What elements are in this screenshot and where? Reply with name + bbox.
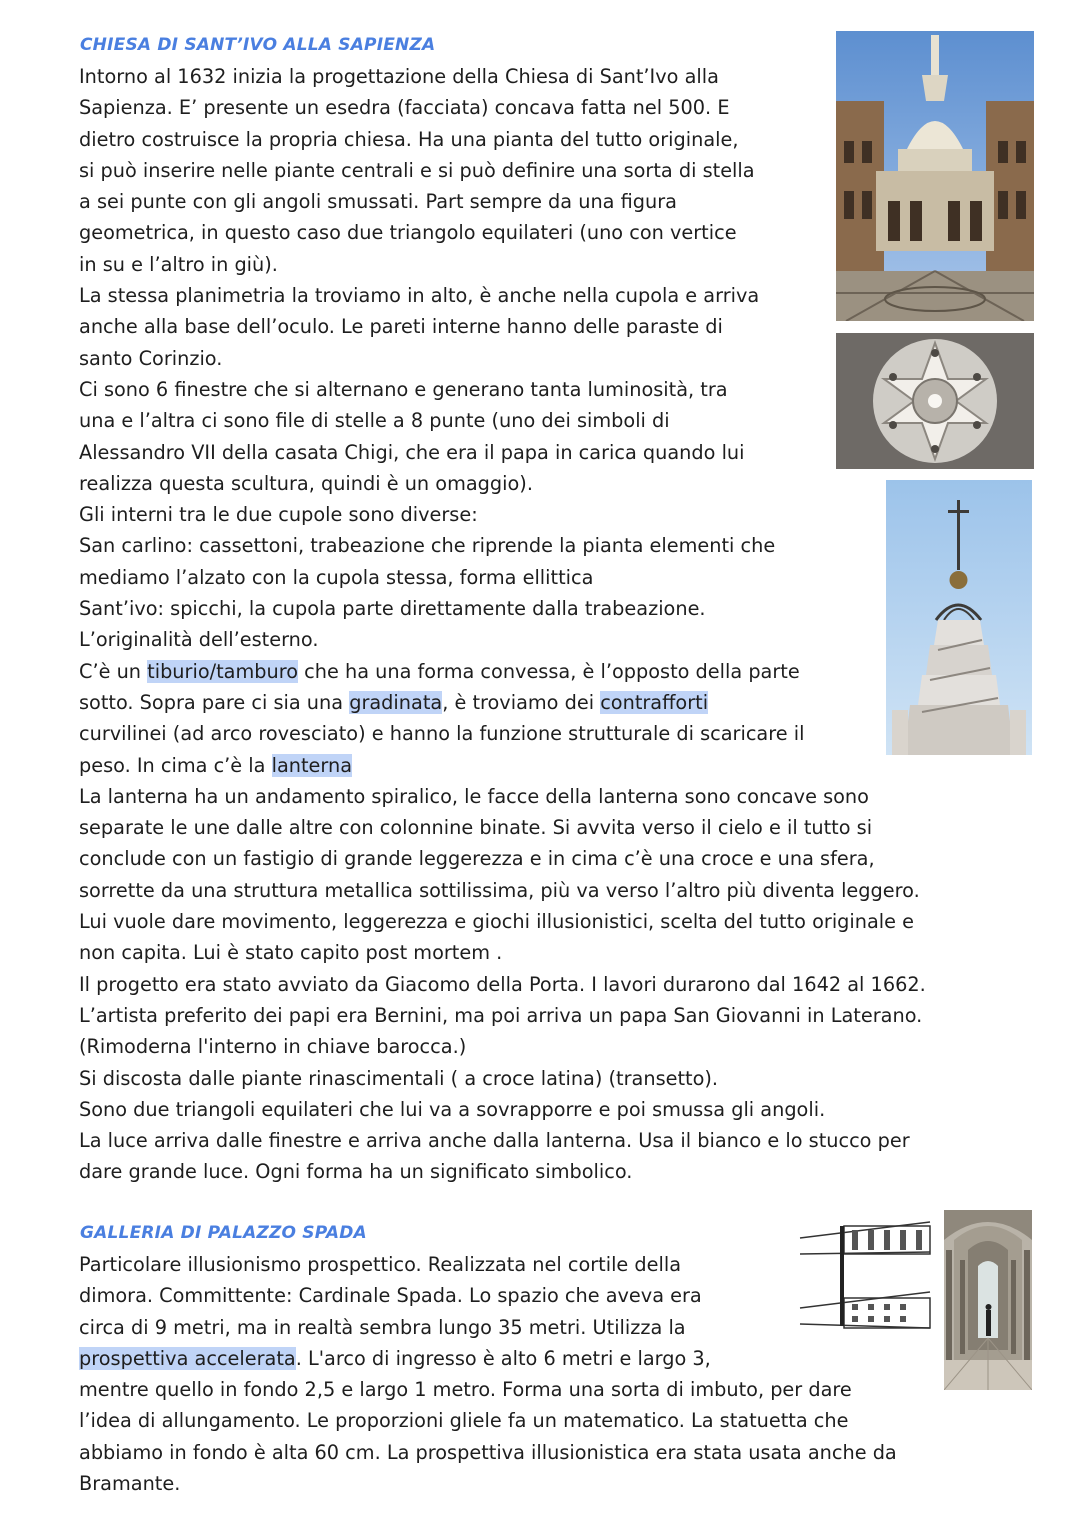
text-line: abbiamo in fondo è alta 60 cm. La prospettiva illusionistica era stata usata anche da [79,1440,897,1464]
santivo-paragraph [79,61,926,1188]
text-line: santo Corinzio. [79,346,223,370]
text-line: L’originalità dell’esterno. [79,628,319,652]
text-line: dimora. Committente: Cardinale Spada. Lo spazio che aveva era [79,1284,702,1308]
text-line: geometrica, in questo caso due triangolo equilateri (uno con vertice [79,221,737,245]
text-fragment: sotto. Sopra pare ci sia una [79,690,350,714]
text-line: si può inserire nelle piante centrali e si può definire una sorta di stella [79,158,755,182]
text-line: Bramante. [79,1472,181,1496]
text-line: a sei punte con gli angoli smussati. Part sempre da una figura [79,190,677,214]
text-line: La luce arriva dalle finestre e arriva anche dalla lanterna. Usa il bianco e lo stucco per [79,1129,910,1153]
text-line [79,687,926,718]
text-line [79,750,926,781]
text-line: (Rimoderna l'interno in chiave barocca.) [79,1035,467,1059]
text-line: sorrette da una struttura metallica sottilissima, più va verso l’altro più diventa leggero. [79,878,920,902]
text-line: Alessandro VII della casata Chigi, che era il papa in carica quando lui [79,440,745,464]
section-title-palazzo-spada: GALLERIA DI PALAZZO SPADA [80,1223,367,1243]
text-line: l’idea di allungamento. Le proporzioni gliele fa un matematico. La statuetta che [79,1409,849,1433]
text-fragment: C’è un [79,659,148,683]
text-line: mediamo l’alzato con la cupola stessa, forma ellittica [79,565,594,589]
text-line: Ci sono 6 finestre che si alternano e generano tanta luminosità, tra [79,377,728,401]
text-line: curvilinei (ad arco rovesciato) e hanno la funzione strutturale di scaricare il [79,722,805,746]
text-line: Il progetto era stato avviato da Giacomo della Porta. I lavori durarono dal 1642 al 1662. [79,972,926,996]
section-title-santivo: CHIESA DI SANT’IVO ALLA SAPIENZA [80,35,436,55]
text-line: San carlino: cassettoni, trabeazione che riprende la pianta elementi che [79,534,776,558]
santivo-lantern-photo [886,480,1032,755]
text-line: anche alla base dell’oculo. Le pareti interne hanno delle paraste di [79,315,723,339]
text-line: mentre quello in fondo 2,5 e largo 1 metro. Forma una sorta di imbuto, per dare [79,1378,852,1402]
text-line: Lui vuole dare movimento, leggerezza e giochi illusionistici, scelta del tutto originale e [79,910,915,934]
text-line [79,656,926,687]
text-line: Particolare illusionismo prospettico. Realizzata nel cortile della [79,1253,682,1276]
santivo-courtyard-photo [836,31,1034,321]
text-line: Sapienza. E’ presente un esedra (facciata) concava fatta nel 500. E [79,96,730,120]
highlight-contrafforti: contrafforti [600,690,709,714]
text-line: separate le une dalle altre con colonnine binate. Si avvita verso il cielo e il tutto si [79,816,873,840]
text-line: Gli interni tra le due cupole sono diverse: [79,503,478,527]
text-line: conclude con un fastigio di grande leggerezza e in cima c’è una croce e una sfera, [79,847,875,871]
text-line: Si discosta dalle piante rinascimentali ( a croce latina) (transetto). [79,1066,719,1090]
text-line: in su e l’altro in giù). [79,252,278,276]
highlight-gradinata: gradinata [349,690,443,714]
text-line: dietro costruisce la propria chiesa. Ha una pianta del tutto originale, [79,127,739,151]
highlight-tiburio: tiburio/tamburo [147,659,299,683]
text-line: Sant’ivo: spicchi, la cupola parte direttamente dalla trabeazione. [79,597,706,621]
text-fragment: , è troviamo dei [442,690,601,714]
text-line: Intorno al 1632 inizia la progettazione della Chiesa di Sant’Ivo alla [79,65,719,88]
highlight-lanterna: lanterna [271,753,353,777]
galleria-corridor-photo [944,1210,1032,1390]
text-line: La lanterna ha un andamento spiralico, le facce della lanterna sono concave sono [79,784,869,808]
text-line: non capita. Lui è stato capito post mortem . [79,941,503,965]
text-fragment: peso. In cima c’è la [79,753,272,777]
text-fragment: . L'arco di ingresso è alto 6 metri e largo 3, [295,1346,711,1370]
text-line [79,1343,897,1374]
text-fragment: che ha una forma convessa, è l’opposto della parte [298,659,800,683]
text-line: L’artista preferito dei papi era Bernini, ma poi arriva un papa San Giovanni in Laterano. [79,1003,923,1027]
text-line: dare grande luce. Ogni forma ha un significato simbolico. [79,1160,633,1184]
text-line: circa di 9 metri, ma in realtà sembra lungo 35 metri. Utilizza la [79,1315,686,1339]
text-line: Sono due triangoli equilateri che lui va a sovrapporre e poi smussa gli angoli. [79,1097,826,1121]
palazzo-spada-paragraph [79,1249,897,1499]
text-line: una e l’altra ci sono file di stelle a 8 punte (uno dei simboli di [79,409,670,433]
highlight-prospettiva-accelerata: prospettiva accelerata [79,1346,296,1370]
santivo-dome-interior-photo [836,333,1034,469]
text-line: realizza questa scultura, quindi è un omaggio). [79,471,533,495]
text-line: La stessa planimetria la troviamo in alto, è anche nella cupola e arriva [79,284,760,308]
galleria-perspective-diagram [796,1208,934,1340]
